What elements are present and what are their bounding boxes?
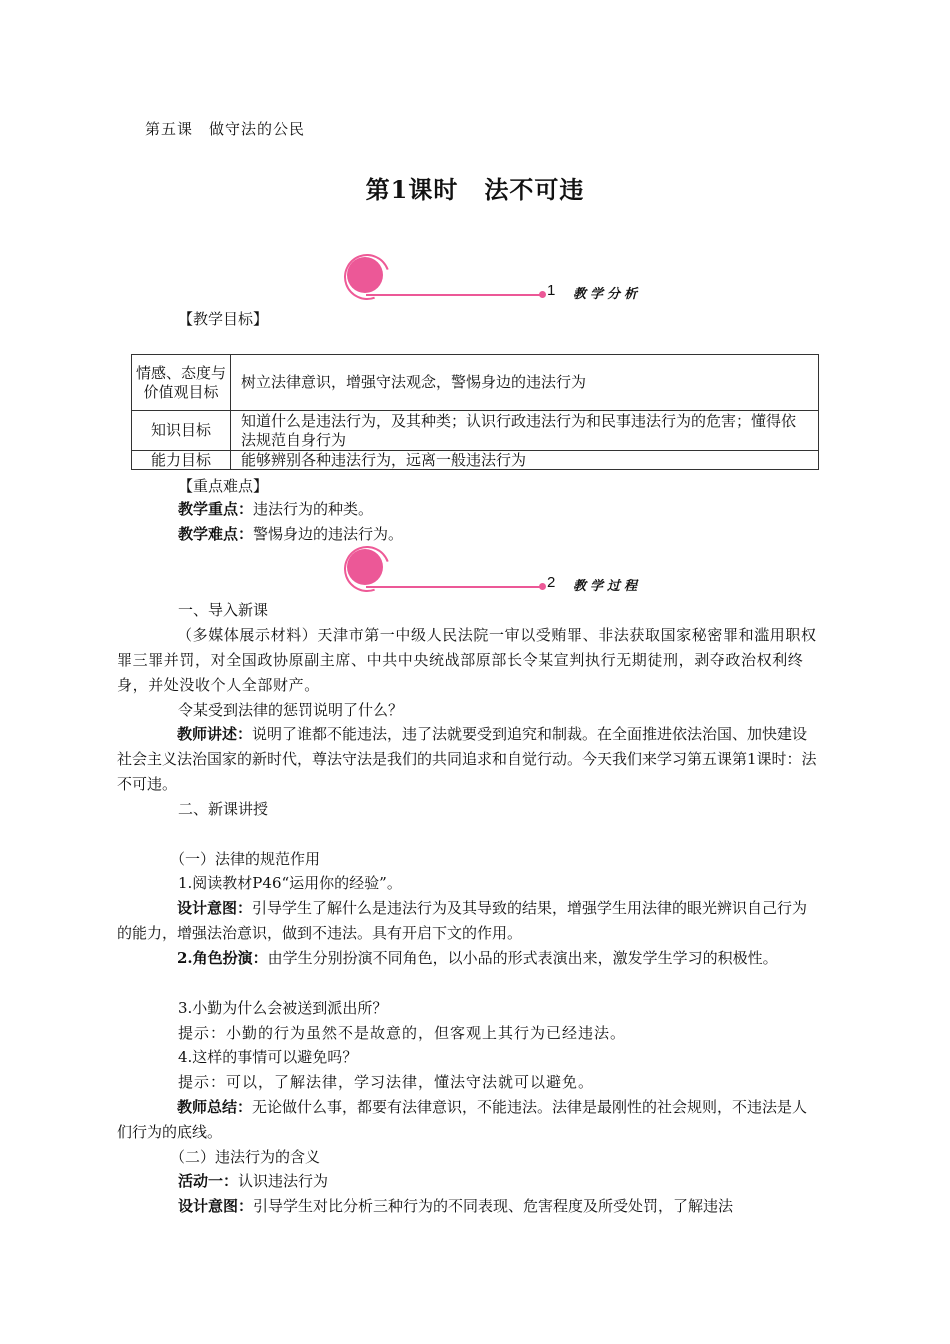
objective-value: 能够辨别各种违法行为，远离一般违法行为 xyxy=(231,451,819,470)
intro-heading: 一、导入新课 xyxy=(178,601,269,619)
sub2-heading: （二）违法行为的含义 xyxy=(170,1148,321,1166)
difficulty-text: 警惕身边的违法行为。 xyxy=(253,525,404,543)
activity-label: 活动一： xyxy=(178,1172,239,1190)
banner-dot-icon xyxy=(539,291,546,298)
banner-line xyxy=(366,294,544,296)
banner-number: 2 xyxy=(547,574,556,591)
design2-text: 引导学生对比分析三种行为的不同表现、危害程度及所受处罚，了解违法 xyxy=(253,1197,734,1215)
objective-key: 情感、态度与价值观目标 xyxy=(132,355,231,411)
difficulty-label: 教学难点： xyxy=(178,525,254,543)
objectives-table xyxy=(131,354,819,470)
design1-text: 引导学生了解什么是违法行为及其导致的结果，增强学生用法律的眼光辨识自己行为的能力，增强法治意识，做到不违法。具有开启下文的作用。 xyxy=(117,899,808,942)
table-row xyxy=(132,355,819,411)
hint3 xyxy=(178,1021,878,1046)
item2-text: 由学生分别扮演不同角色，以小品的形式表演出来，激发学生学习的积极性。 xyxy=(267,949,778,967)
title-part2: 法不可违 xyxy=(484,175,585,204)
objective-key: 能力目标 xyxy=(132,451,231,470)
intro-question: 令某受到法律的惩罚说明了什么？ xyxy=(178,701,404,719)
lesson-label: 第五课 做守法的公民 xyxy=(145,120,306,138)
teacher-summary xyxy=(117,1095,817,1145)
hint3-label: 提示： xyxy=(178,1024,227,1042)
banner-dot-icon xyxy=(539,583,546,590)
objective-value: 知道什么是违法行为，及其种类；认识行政违法行为和民事违法行为的危害；懂得依法规范自身行为 xyxy=(231,411,819,451)
hint3-text: 小勤的行为虽然不是故意的，但客观上其行为已经违法。 xyxy=(226,1024,627,1042)
design1 xyxy=(117,896,817,946)
banner-number: 1 xyxy=(547,282,556,299)
banner-label: 教学分析 xyxy=(573,287,642,302)
banner-line xyxy=(366,586,544,588)
hint4-label: 提示： xyxy=(178,1073,227,1091)
design1-label: 设计意图： xyxy=(177,899,253,917)
objective-key: 知识目标 xyxy=(132,411,231,451)
item3: 3.小勤为什么会被送到派出所？ xyxy=(178,999,388,1017)
teacher-lecture xyxy=(117,722,817,797)
new-heading: 二、新课讲授 xyxy=(178,800,269,818)
focus-label: 教学重点： xyxy=(178,500,254,518)
table-row xyxy=(132,451,819,470)
design2 xyxy=(178,1194,838,1219)
item2 xyxy=(117,946,817,971)
objective-value: 树立法律意识，增强守法观念，警惕身边的违法行为 xyxy=(231,355,819,411)
focus-line xyxy=(178,497,373,522)
banner-label: 教学过程 xyxy=(573,579,642,594)
focus-text: 违法行为的种类。 xyxy=(253,500,374,518)
section-banner-analysis xyxy=(340,252,660,304)
circle-disc-icon xyxy=(347,257,383,293)
teacher-text: 说明了谁都不能违法，违了法就要受到追究和制裁。在全面推进依法治国、加快建设社会主义法治国家的新时代，尊法守法是我们的共同追求和自觉行动。今天我们来学习第五课第1课时：法不可违。 xyxy=(117,725,817,793)
design2-label: 设计意图： xyxy=(178,1197,254,1215)
hint4 xyxy=(178,1070,878,1095)
activity-text: 认识违法行为 xyxy=(238,1172,329,1190)
keypoints-heading: 【重点难点】 xyxy=(178,477,269,495)
summary-label: 教师总结： xyxy=(177,1098,253,1116)
section-banner-process xyxy=(340,544,660,596)
item4: 4.这样的事情可以避免吗？ xyxy=(178,1048,358,1066)
objectives-heading: 【教学目标】 xyxy=(178,310,269,328)
page-title xyxy=(0,170,950,205)
activity-one xyxy=(178,1169,878,1194)
title-part1: 第1课时 xyxy=(365,175,459,204)
item2-label: 2.角色扮演： xyxy=(177,949,268,967)
item1: 1.阅读教材P46“运用你的经验”。 xyxy=(178,874,402,892)
sub1-heading: （一）法律的规范作用 xyxy=(170,850,321,868)
circle-disc-icon xyxy=(347,549,383,585)
intro-material: （多媒体展示材料）天津市第一中级人民法院一审以受贿罪、非法获取国家秘密罪和滥用职权罪三罪并罚，对全国政协原副主席、中共中央统战部原部长令某宣判执行无期徒刑，剥夺政治权利终身，并处没收个人全部财产。 xyxy=(117,626,817,694)
summary-text: 无论做什么事，都要有法律意识，不能违法。法律是最刚性的社会规则，不违法是人们行为的底线。 xyxy=(117,1098,808,1141)
hint4-text: 可以，了解法律，学习法律，懂法守法就可以避免。 xyxy=(226,1073,595,1091)
teacher-label: 教师讲述： xyxy=(177,725,253,743)
table-row xyxy=(132,411,819,451)
